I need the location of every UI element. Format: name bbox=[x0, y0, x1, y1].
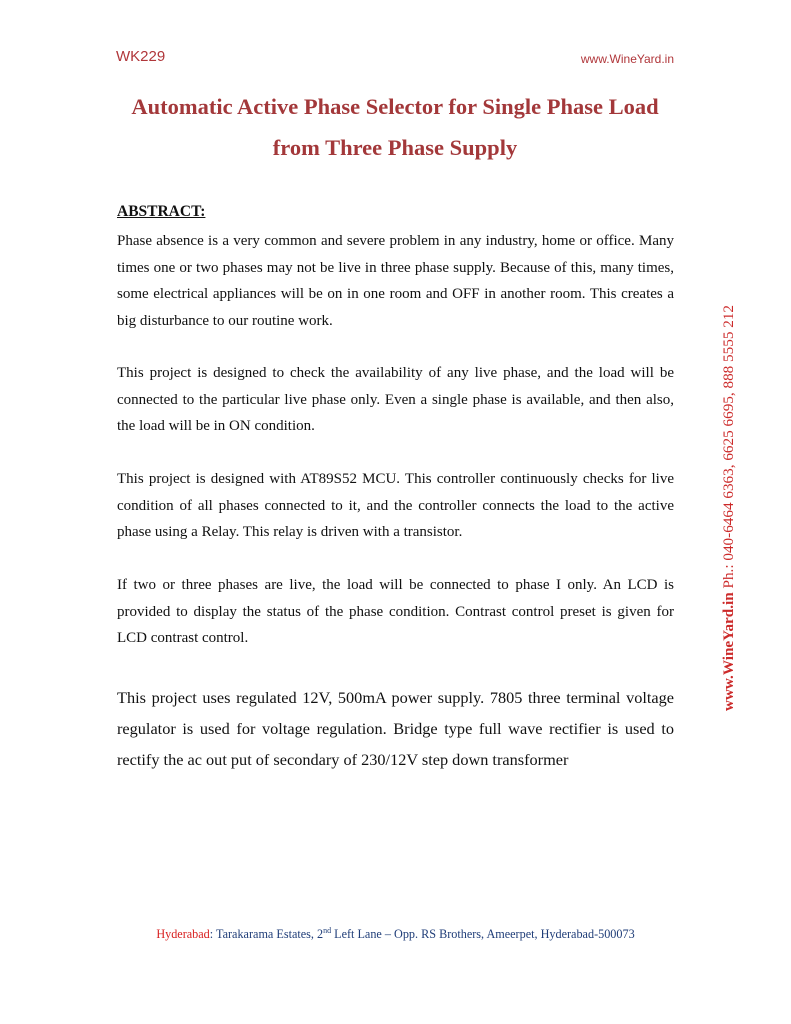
footer-city: Hyderabad bbox=[156, 927, 210, 942]
abstract-paragraph-4: If two or three phases are live, the load will be connected to phase I only. An LCD is provided to display the status of the phase condition. Contrast control preset is given for LCD contrast control. bbox=[117, 577, 674, 647]
footer-address bbox=[0, 926, 791, 942]
document-code: WK229 bbox=[116, 48, 166, 65]
sidebar-phone: Ph.: 040-6464 6363, 6625 6695, 888 5555 212 bbox=[720, 304, 737, 593]
abstract-paragraph-3: This project is designed with AT89S52 MCU. This controller continuously checks for live condition of all phases connected to it, and the controller connects the load to the active phase using a Relay. This relay is driven with a transistor. bbox=[117, 471, 674, 541]
abstract-paragraph-1: Phase absence is a very common and severe problem in any industry, home or office. Many times one or two phases may not be live in three phase supply. Because of this, many times, some electrical appliances will be on in one room and OFF in another room. This creates a big disturbance to our routine work. bbox=[117, 233, 674, 329]
abstract-heading: ABSTRACT: bbox=[117, 203, 206, 220]
footer-address-part-2: Left Lane – Opp. RS Brothers, Ameerpet, Hyderabad-500073 bbox=[331, 927, 635, 942]
footer-colon: : bbox=[209, 927, 214, 942]
footer-superscript: nd bbox=[323, 926, 332, 935]
title-line-1: Automatic Active Phase Selector for Single Phase Load bbox=[131, 94, 659, 119]
document-title bbox=[100, 86, 690, 168]
header-website-link[interactable]: www.WineYard.in bbox=[580, 52, 674, 66]
abstract-paragraph-5: This project uses regulated 12V, 500mA power supply. 7805 three terminal voltage regulator is used for voltage regulation. Bridge type full wave rectifier is used to rectify the ac out put of secondary of 230/12V step down transformer bbox=[117, 688, 674, 769]
abstract-paragraph-2: This project is designed to check the availability of any live phase, and the load will be connected to the particular live phase only. Even a single phase is available, and then also, the load will be in ON condition. bbox=[117, 365, 674, 435]
footer-address-part-1: Tarakarama Estates, 2 bbox=[213, 927, 324, 942]
vertical-contact-banner bbox=[720, 305, 738, 711]
sidebar-website[interactable]: www.WineYard.in bbox=[720, 592, 737, 712]
title-line-2: from Three Phase Supply bbox=[272, 135, 518, 160]
